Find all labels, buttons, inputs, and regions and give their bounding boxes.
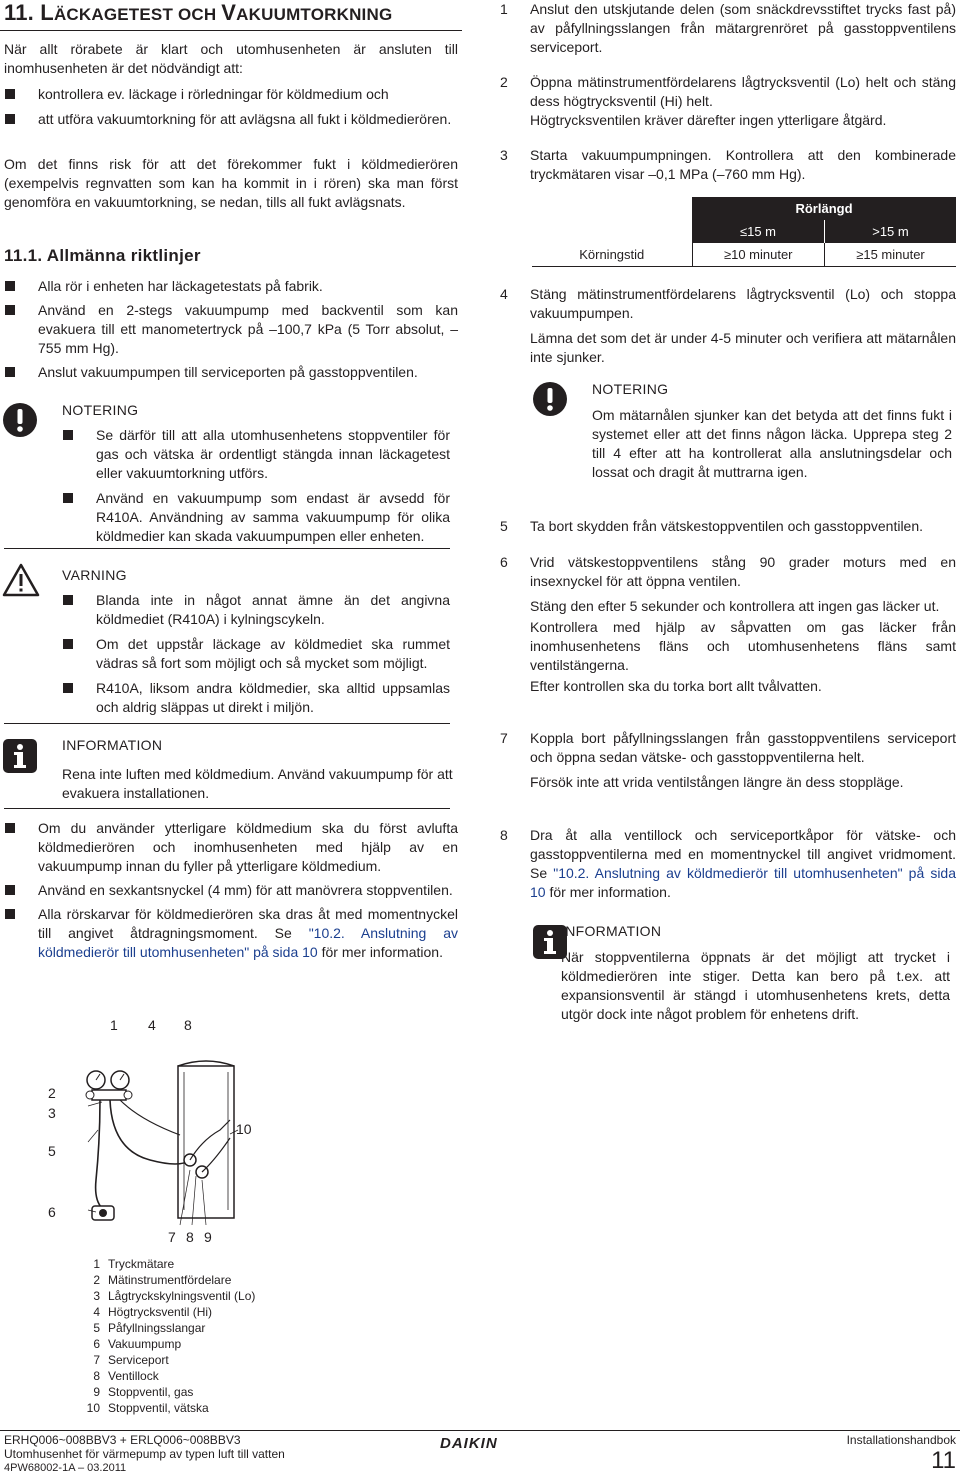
list-item: Använd en vakuumpump som endast är avsedd för R410A. Användning av samma vakuumpump för olika köldmedier kan skada vakuumpumpen eller enheten.: [62, 489, 450, 546]
notering-heading: NOTERING: [62, 402, 139, 418]
notering-heading: NOTERING: [592, 381, 669, 397]
legend-item: 4 Högtrycksventil (Hi): [93, 1305, 213, 1319]
list-item: Anslut vakuumpumpen till serviceporten på gasstoppventilen.: [4, 363, 458, 382]
table-cell: ≥10 minuter: [692, 243, 824, 267]
list-item: Använd en sexkantsnyckel (4 mm) för att manövrera stoppventilen.: [4, 881, 458, 900]
callout-4: 4: [148, 1017, 156, 1033]
runtime-table: [532, 197, 956, 267]
notering-text: Om mätarnålen sjunker kan det betyda att det finns fukt i systemet eller att det finns någon läcka. Upprepa steg 2 till 4 efter att ha kontrollerat alla anslutningsdelar och lossat och dragit åt muttrarna igen.: [592, 407, 952, 480]
callout-7: 7: [168, 1229, 176, 1245]
extra-list: [4, 819, 458, 962]
product-description: Utomhusenhet för värmepump av typen luft till vatten: [4, 1447, 285, 1461]
callout-8: 8: [184, 1017, 192, 1033]
varning-list: [62, 591, 450, 717]
section-heading: 11.1. Allmänna riktlinjer: [4, 246, 201, 265]
list-item: kontrollera ev. läckage i rörledningar för köldmedium och: [4, 85, 458, 104]
doc-title: Installationshandbok: [846, 1433, 956, 1447]
callout-3: 3: [48, 1105, 56, 1121]
table-row-label: Körningstid: [532, 243, 692, 267]
list-item: Om du använder ytterligare köldmedium ska du först avlufta köldmedierören och inomhusenheten med hjälp av en vakuumpump innan du fyller på ytterligare köldmedium.: [4, 819, 458, 876]
legend-item: 7 Serviceport: [93, 1353, 169, 1367]
footer-rule: [0, 1430, 960, 1431]
legend-item: 2 Mätinstrumentfördelare: [93, 1273, 232, 1287]
intro-paragraph: När allt rörabete är klart och utomhusenheten är ansluten till inomhusenheten är det nödvändigt att:: [4, 41, 458, 76]
table-col-header: ≤15 m: [692, 220, 824, 243]
info-icon: [2, 738, 38, 779]
risk-paragraph: Om det finns risk för att det förekommer fukt i köldmedierören (exempelvis regnvatten som kan ha kommit in i rören) ska man först genomföra en vakuumtorkning, se nedan, tills all fukt avlägsnats.: [4, 156, 458, 210]
information-heading: INFORMATION: [561, 923, 662, 939]
legend-item: 9 Stoppventil, gas: [93, 1385, 194, 1399]
exclamation-icon: [532, 381, 568, 422]
callout-10: 10: [236, 1121, 252, 1137]
legend-item: 3 Lågtryckskylningsventil (Lo): [93, 1289, 256, 1303]
information-text: Rena inte luften med köldmedium. Använd vakuumpump för att evakuera installationen.: [62, 766, 453, 801]
divider: [4, 548, 450, 549]
list-item: Blanda inte in något annat ämne än det angivna köldmediet (R410A) i kylningscykeln.: [62, 591, 450, 629]
guidelines-list: [4, 277, 458, 382]
varning-heading: VARNING: [62, 567, 127, 583]
divider: [4, 808, 450, 809]
callout-2: 2: [48, 1085, 56, 1101]
legend-item: 1 Tryckmätare: [93, 1257, 175, 1271]
list-item: R410A, liksom andra köldmedier, ska alltid uppsamlas och aldrig släppas ut direkt i miljön.: [62, 679, 450, 717]
table-header: Rörlängd: [692, 197, 956, 220]
callout-5: 5: [48, 1143, 56, 1159]
list-item: att utföra vakuumtorkning för att avlägsna all fukt i köldmedierören.: [4, 110, 458, 129]
legend-item: 8 Ventillock: [93, 1369, 159, 1383]
list-item: Alla rörskarvar för köldmedierören ska dras åt med momentnyckel till angivet åtdragningsmoment. Se "10.2. Anslutning av köldmedierör till utomhusenheten" på sida 10 för mer information.: [4, 905, 458, 962]
page-number: 11: [931, 1447, 956, 1474]
section-link[interactable]: "10.2. Anslutning av köldmedierör till utomhusenheten" på sida 10: [38, 925, 458, 960]
information-heading: INFORMATION: [62, 737, 163, 753]
legend-item: 5 Påfyllningsslangar: [93, 1321, 206, 1335]
footer-left: [4, 1433, 285, 1475]
notering-list: [62, 426, 450, 546]
legend-item: 10 Stoppventil, vätska: [86, 1401, 209, 1415]
vacuum-setup-figure: [30, 1010, 290, 1250]
brand-logo: DAIKIN: [440, 1435, 498, 1452]
model-number: ERHQ006~008BBV3 + ERLQ006~008BBV3: [4, 1433, 241, 1447]
table-col-header: >15 m: [824, 220, 956, 243]
list-item: Använd en 2-stegs vakuumpump med backventil som kan evakuera till ett manometertryck på –100,7 kPa (5 Torr absolut, –755 mm Hg).: [4, 301, 458, 358]
information-text: När stoppventilerna öppnats är det möjligt att trycket i köldmedierören inte stiger. Detta kan bero på t.ex. att expansionsventil är stängd i utomhusenhetens krets, detta utgör dock inte något problem för enhetens drift.: [561, 949, 950, 1022]
intro-list: [4, 85, 458, 129]
section-link[interactable]: "10.2. Anslutning av köldmedierör till utomhusenheten" på sida 10: [530, 865, 956, 900]
list-item: Se därför till att alla utomhusenhetens stoppventiler för gas och vätska är ordentligt stängda innan läckagetest eller vakuumtorkning utförs.: [62, 426, 450, 483]
legend-item: 6 Vakuumpump: [93, 1337, 182, 1351]
table-cell: ≥15 minuter: [856, 247, 925, 262]
callout-1: 1: [110, 1017, 118, 1033]
callout-6: 6: [48, 1204, 56, 1220]
list-item: Om det uppstår läckage av köldmediet ska rummet vädras så fort som möjligt och så mycket som möjligt.: [62, 635, 450, 673]
title-rule: [0, 30, 462, 31]
divider: [4, 723, 450, 724]
callout-9: 9: [204, 1229, 212, 1245]
warning-triangle-icon: [2, 563, 40, 602]
callout-8b: 8: [186, 1229, 194, 1245]
page-title: 11. LÄCKAGETEST OCH VAKUUMTORKNING: [4, 0, 393, 25]
list-item: Alla rör i enheten har läckagetestats på fabrik.: [4, 277, 458, 296]
figure-legend: [80, 1256, 255, 1416]
document-code: 4PW68002-1A – 03.2011: [4, 1462, 127, 1474]
exclamation-icon: [2, 402, 38, 443]
